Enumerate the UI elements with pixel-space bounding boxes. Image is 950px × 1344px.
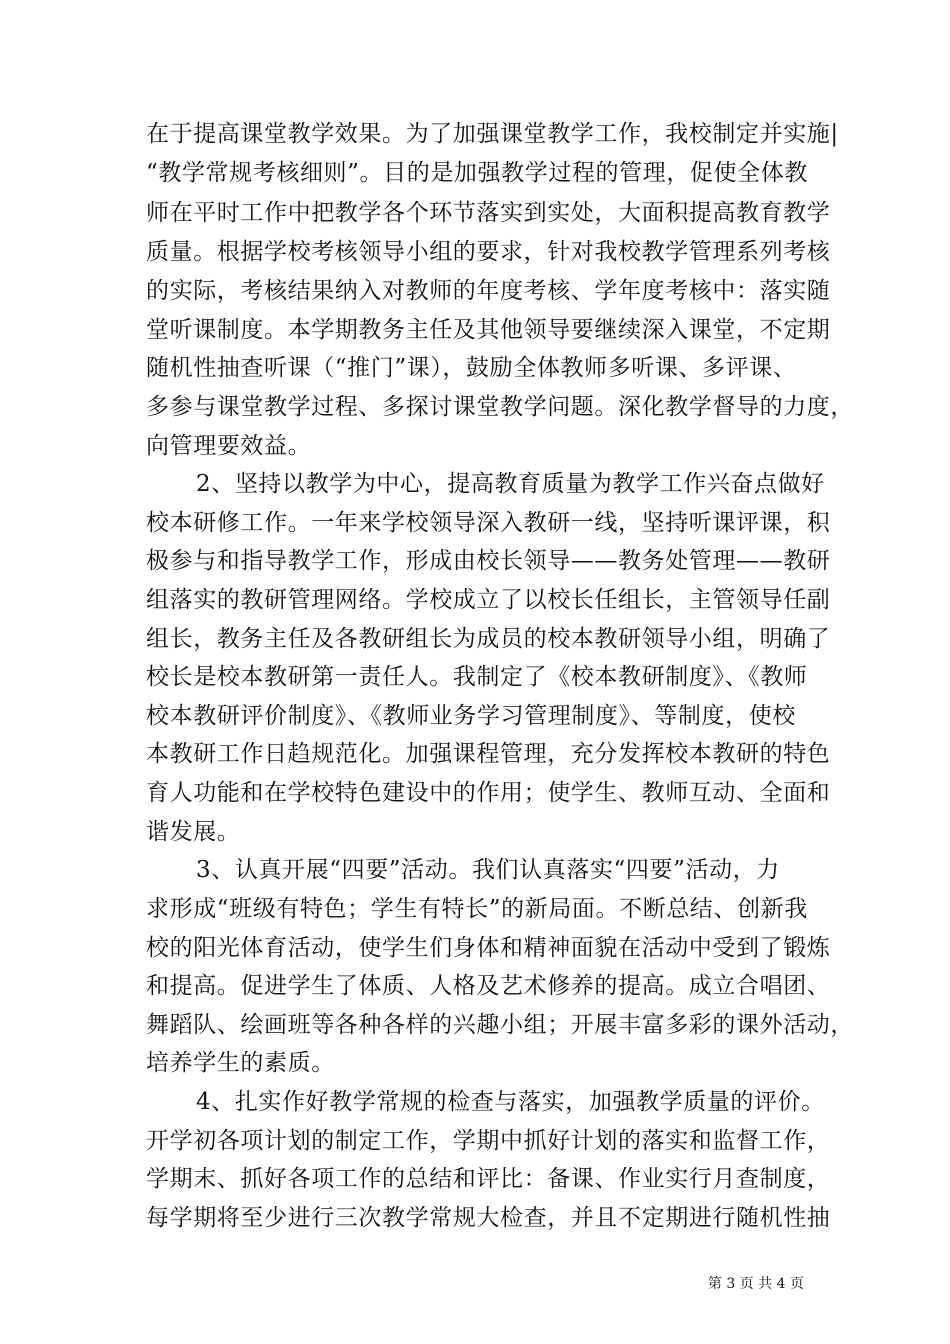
body-line: 校本教研评价制度》、《教师业务学习管理制度》、等制度，使校 <box>146 703 796 729</box>
body-line: 的实际，考核结果纳入对教师的年度考核、学年度考核中：落实随 <box>146 278 831 304</box>
body-line: 组长，教务主任及各教研组长为成员的校本教研领导小组，明确了 <box>146 626 831 652</box>
paragraph-first-line: 2、坚持以教学为中心，提高教育质量为教学工作兴奋点做好 <box>196 471 825 497</box>
body-line: 在于提高课堂教学效果。为了加强课堂教学工作，我校制定并实施| <box>146 121 839 147</box>
body-line: 校长是校本教研第一责任人。我制定了《校本教研制度》、《教师 <box>146 664 808 690</box>
body-line: 和提高。促进学生了体质、人格及艺术修养的提高。成立合唱团、 <box>146 973 831 999</box>
body-line: 师在平时工作中把教学各个环节落实到实处，大面积提高教育教学 <box>146 200 831 226</box>
body-line: 校本研修工作。一年来学校领导深入教研一线，坚持听课评课，积 <box>146 510 831 536</box>
body-line: 堂听课制度。本学期教务主任及其他领导要继续深入课堂，不定期 <box>146 317 831 343</box>
body-line: 每学期将至少进行三次教学常规大检查，并且不定期进行随机性抽 <box>146 1205 831 1231</box>
body-line: 随机性抽查听课（“推门”课），鼓励全体教师多听课、多评课、 <box>146 355 797 381</box>
body-line: 舞蹈队、绘画班等各种各样的兴趣小组；开展丰富多彩的课外活动， <box>146 1012 854 1038</box>
paragraph-first-line: 4、扎实作好教学常规的检查与落实，加强教学质量的评价。 <box>196 1089 825 1115</box>
body-line: 育人功能和在学校特色建设中的作用；使学生、教师互动、全面和 <box>146 780 831 806</box>
body-line: 开学初各项计划的制定工作，学期中抓好计划的落实和监督工作， <box>146 1128 831 1154</box>
body-line: 培养学生的素质。 <box>146 1050 335 1076</box>
body-line: 校的阳光体育活动，使学生们身体和精神面貌在活动中受到了锻炼 <box>146 935 831 961</box>
body-line: 本教研工作日趋规范化。加强课程管理，充分发挥校本教研的特色 <box>146 741 831 767</box>
body-line: 组落实的教研管理网络。学校成立了以校长任组长，主管领导任副 <box>146 587 831 613</box>
body-line: 求形成“班级有特色；学生有特长”的新局面。不断总结、创新我 <box>146 896 808 922</box>
body-line: 质量。根据学校考核领导小组的要求，针对我校教学管理系列考核 <box>146 239 831 265</box>
paragraph-first-line: 3、认真开展“四要”活动。我们认真落实“四要”活动，力 <box>196 857 780 883</box>
body-line: 学期末、抓好各项工作的总结和评比：备课、作业实行月查制度， <box>146 1166 831 1192</box>
body-line: 极参与和指导教学工作，形成由校长领导——教务处管理——教研 <box>146 548 831 574</box>
body-line: 谐发展。 <box>146 819 241 845</box>
page-number: 第 3 页 共 4 页 <box>707 1276 804 1292</box>
body-line: “教学常规考核细则”。目的是加强教学过程的管理，促使全体教 <box>146 160 808 186</box>
body-line: 多参与课堂教学过程、多探讨课堂教学问题。深化教学督导的力度， <box>146 394 854 420</box>
body-line: 向管理要效益。 <box>146 433 312 459</box>
